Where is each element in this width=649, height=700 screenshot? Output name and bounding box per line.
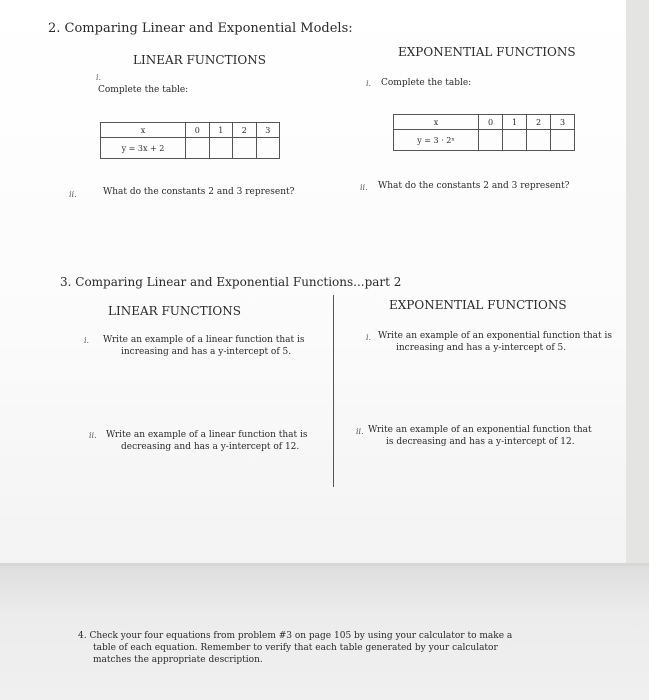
linear-table-x2: 2 bbox=[233, 123, 257, 138]
exp-table-function: y = 3 · 2ˣ bbox=[394, 130, 479, 151]
exp-table-answer-cell[interactable] bbox=[503, 130, 527, 151]
linear-table-y-row bbox=[101, 138, 280, 159]
exp-table-answer-cell[interactable] bbox=[551, 130, 575, 151]
linear-table-function: y = 3x + 2 bbox=[101, 138, 186, 159]
exp-table-x1: 1 bbox=[503, 115, 527, 130]
exp-table-x-label: x bbox=[394, 115, 479, 130]
p2-exp-heading: EXPONENTIAL FUNCTIONS bbox=[398, 45, 576, 59]
linear-table-x-label: x bbox=[101, 123, 186, 138]
problem-4-line3: matches the appropriate description. bbox=[93, 655, 263, 665]
p3-lin-ii-line2: decreasing and has a y-intercept of 12. bbox=[121, 442, 300, 452]
p3-lin-i-mark: i. bbox=[84, 336, 90, 345]
p2-right-i-mark: i. bbox=[366, 79, 372, 88]
p3-linear-heading: LINEAR FUNCTIONS bbox=[108, 304, 241, 318]
p2-right-complete-table: Complete the table: bbox=[381, 78, 472, 88]
exp-table-x-row bbox=[394, 115, 575, 130]
p3-exp-i-line2: increasing and has a y-intercept of 5. bbox=[396, 343, 567, 353]
exp-table-x0: 0 bbox=[479, 115, 503, 130]
linear-table-answer-cell[interactable] bbox=[186, 138, 210, 159]
linear-table-x3: 3 bbox=[256, 123, 280, 138]
exp-table-x3: 3 bbox=[551, 115, 575, 130]
linear-table-x1: 1 bbox=[209, 123, 233, 138]
p3-lin-ii-mark: ii. bbox=[89, 431, 97, 440]
p3-exp-i-line1: Write an example of an exponential function that is bbox=[378, 331, 613, 341]
linear-table-x0: 0 bbox=[186, 123, 210, 138]
problem-3-title: 3. Comparing Linear and Exponential Functions...part 2 bbox=[60, 275, 402, 289]
p2-left-ii-mark: ii. bbox=[69, 190, 77, 199]
page-edge-shadow bbox=[626, 0, 649, 563]
linear-table-answer-cell[interactable] bbox=[256, 138, 280, 159]
p3-lin-i-line2: increasing and has a y-intercept of 5. bbox=[121, 347, 292, 357]
linear-table-x-row bbox=[101, 123, 280, 138]
problem-2-title: 2. Comparing Linear and Exponential Models: bbox=[48, 21, 353, 36]
column-divider bbox=[333, 295, 334, 487]
exponential-table bbox=[393, 114, 575, 151]
p3-exp-i-mark: i. bbox=[366, 333, 372, 342]
exp-table-x2: 2 bbox=[527, 115, 551, 130]
exp-table-answer-cell[interactable] bbox=[527, 130, 551, 151]
p2-left-i-mark: i. bbox=[96, 73, 102, 82]
linear-table-answer-cell[interactable] bbox=[233, 138, 257, 159]
p2-linear-heading: LINEAR FUNCTIONS bbox=[133, 53, 266, 67]
p3-lin-ii-line1: Write an example of a linear function that is bbox=[106, 430, 308, 440]
problem-4-line1: 4. Check your four equations from problem #3 on page 105 by using your calculator to make a bbox=[78, 631, 513, 641]
p2-left-complete-table: Complete the table: bbox=[98, 85, 189, 95]
p2-right-constants-question: What do the constants 2 and 3 represent? bbox=[378, 181, 570, 191]
p2-right-ii-mark: ii. bbox=[360, 183, 368, 192]
exp-table-y-row bbox=[394, 130, 575, 151]
p3-exp-heading: EXPONENTIAL FUNCTIONS bbox=[389, 298, 567, 312]
linear-table-answer-cell[interactable] bbox=[209, 138, 233, 159]
p3-exp-ii-line2: is decreasing and has a y-intercept of 12. bbox=[386, 437, 575, 447]
linear-table bbox=[100, 122, 280, 159]
p3-lin-i-line1: Write an example of a linear function that is bbox=[103, 335, 305, 345]
p3-exp-ii-mark: ii. bbox=[356, 427, 364, 436]
exp-table-answer-cell[interactable] bbox=[479, 130, 503, 151]
problem-4-line2: table of each equation. Remember to verify that each table generated by your calculator bbox=[93, 643, 498, 653]
p3-exp-ii-line1: Write an example of an exponential function that bbox=[368, 425, 592, 435]
p2-left-constants-question: What do the constants 2 and 3 represent? bbox=[103, 187, 295, 197]
